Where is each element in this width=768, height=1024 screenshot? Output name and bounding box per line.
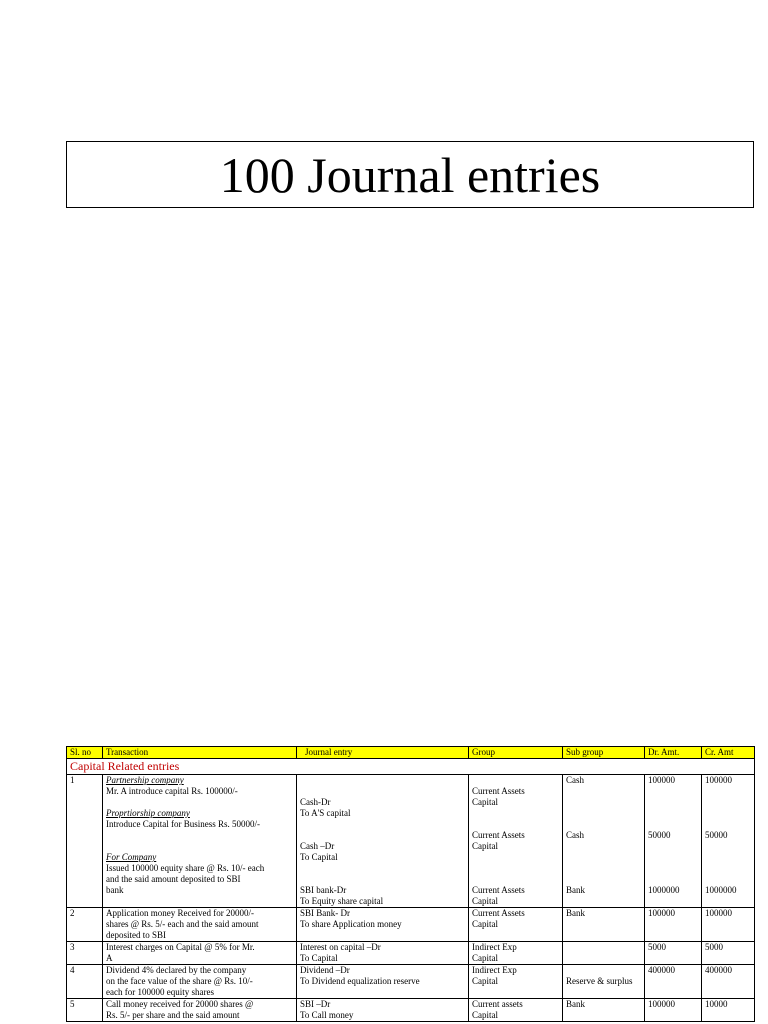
text-line: Dividend 4% declared by the company [106, 965, 247, 975]
cell-group [469, 965, 563, 999]
table-row [67, 942, 755, 965]
text-line: To Capital [300, 953, 338, 963]
cell-group [469, 908, 563, 942]
cell-group [469, 999, 563, 1022]
header-dr-amt: Dr. Amt. [645, 747, 702, 759]
subheading: For Company [106, 852, 157, 862]
text-line: Call money received for 20000 shares @ [106, 999, 254, 1009]
text-line: 100000 [705, 775, 732, 785]
text-line: To Capital [300, 852, 338, 862]
text-line: shares @ Rs. 5/- each and the said amount [106, 919, 259, 929]
cell-sub-group [563, 775, 645, 908]
cell-transaction [103, 775, 297, 908]
text-line: and the said amount deposited to SBI [106, 874, 241, 884]
text-line: Capital [472, 976, 498, 986]
cell-cr-amt [702, 775, 755, 908]
cell-sub-group: Bank [563, 999, 645, 1022]
text-line: Capital [472, 919, 498, 929]
text-line: To Dividend equalization reserve [300, 976, 420, 986]
subheading: Proprtiorship company [106, 808, 190, 818]
section-row [67, 759, 755, 775]
cell-journal-entry [297, 965, 469, 999]
header-journal-entry: Journal entry [297, 747, 469, 759]
cell-sl: 5 [67, 999, 103, 1022]
text-line: 1000000 [648, 885, 680, 895]
text-line: Capital [472, 1010, 498, 1020]
cell-sub-group [563, 965, 645, 999]
table-row [67, 775, 755, 908]
section-title: Capital Related entries [67, 759, 755, 775]
cell-transaction [103, 908, 297, 942]
text-line: Capital [472, 797, 498, 807]
text-line: 50000 [705, 830, 728, 840]
title-box [66, 141, 754, 208]
cell-cr-amt: 400000 [702, 965, 755, 999]
text-line: Current Assets [472, 885, 525, 895]
text-line: Introduce Capital for Business Rs. 50000/- [106, 819, 260, 829]
text-line: Cash-Dr [300, 797, 331, 807]
cell-cr-amt: 100000 [702, 908, 755, 942]
text-line: SBI Bank- Dr [300, 908, 350, 918]
text-line: Indirect Exp [472, 942, 517, 952]
header-sub-group: Sub group [563, 747, 645, 759]
journal-entries-table [66, 746, 755, 1022]
text-line: Bank [566, 885, 585, 895]
table-row [67, 908, 755, 942]
header-cr-amt: Cr. Amt [702, 747, 755, 759]
text-line: Capital [472, 953, 498, 963]
text-line: 1000000 [705, 885, 737, 895]
text-line: each for 100000 equity shares [106, 987, 214, 997]
text-line: Rs. 5/- per share and the said amount [106, 1010, 240, 1020]
text-line: Cash –Dr [300, 841, 335, 851]
header-group: Group [469, 747, 563, 759]
text-line: Issued 100000 equity share @ Rs. 10/- each [106, 863, 265, 873]
text-line: Reserve & surplus [566, 976, 633, 986]
text-line: A [106, 953, 113, 963]
text-line: To share Application money [300, 919, 402, 929]
cell-journal-entry [297, 775, 469, 908]
text-line: Capital [472, 841, 498, 851]
text-line: deposited to SBI [106, 930, 166, 940]
cell-dr-amt: 400000 [645, 965, 702, 999]
cell-sl: 2 [67, 908, 103, 942]
text-line: To Equity share capital [300, 896, 384, 906]
table-row [67, 999, 755, 1022]
cell-dr-amt: 5000 [645, 942, 702, 965]
cell-dr-amt: 100000 [645, 908, 702, 942]
cell-dr-amt [645, 775, 702, 908]
text-line: SBI –Dr [300, 999, 331, 1009]
document-title: 100 Journal entries [219, 146, 601, 203]
text-line: Current Assets [472, 908, 525, 918]
text-line: To A'S capital [300, 808, 351, 818]
cell-cr-amt: 5000 [702, 942, 755, 965]
text-line: Current Assets [472, 830, 525, 840]
text-line: 50000 [648, 830, 671, 840]
cell-sub-group [563, 942, 645, 965]
cell-transaction [103, 965, 297, 999]
text-line: Indirect Exp [472, 965, 517, 975]
text-line: Cash [566, 830, 584, 840]
cell-sl: 4 [67, 965, 103, 999]
cell-transaction [103, 942, 297, 965]
table-header-row [67, 747, 755, 759]
cell-journal-entry [297, 999, 469, 1022]
text-line: Capital [472, 896, 498, 906]
cell-dr-amt: 100000 [645, 999, 702, 1022]
text-line: Current assets [472, 999, 523, 1009]
text-line: To Call money [300, 1010, 354, 1020]
cell-journal-entry [297, 908, 469, 942]
cell-transaction [103, 999, 297, 1022]
text-line: on the face value of the share @ Rs. 10/- [106, 976, 253, 986]
text-line: Dividend –Dr [300, 965, 350, 975]
text-line: Mr. A introduce capital Rs. 100000/- [106, 786, 238, 796]
header-sl-no: Sl. no [67, 747, 103, 759]
cell-sub-group: Bank [563, 908, 645, 942]
header-transaction: Transaction [103, 747, 297, 759]
subheading: Partnership company [106, 775, 184, 785]
text-line: SBI bank-Dr [300, 885, 347, 895]
text-line: Interest charges on Capital @ 5% for Mr. [106, 942, 255, 952]
cell-journal-entry [297, 942, 469, 965]
cell-group [469, 942, 563, 965]
cell-sl: 3 [67, 942, 103, 965]
text-line: 100000 [648, 775, 675, 785]
text-line: Application money Received for 20000/- [106, 908, 254, 918]
cell-sl: 1 [67, 775, 103, 908]
text-line: bank [106, 885, 124, 895]
text-line: Current Assets [472, 786, 525, 796]
text-line: Interest on capital –Dr [300, 942, 381, 952]
cell-cr-amt: 10000 [702, 999, 755, 1022]
cell-group [469, 775, 563, 908]
text-line: Cash [566, 775, 584, 785]
table-row [67, 965, 755, 999]
